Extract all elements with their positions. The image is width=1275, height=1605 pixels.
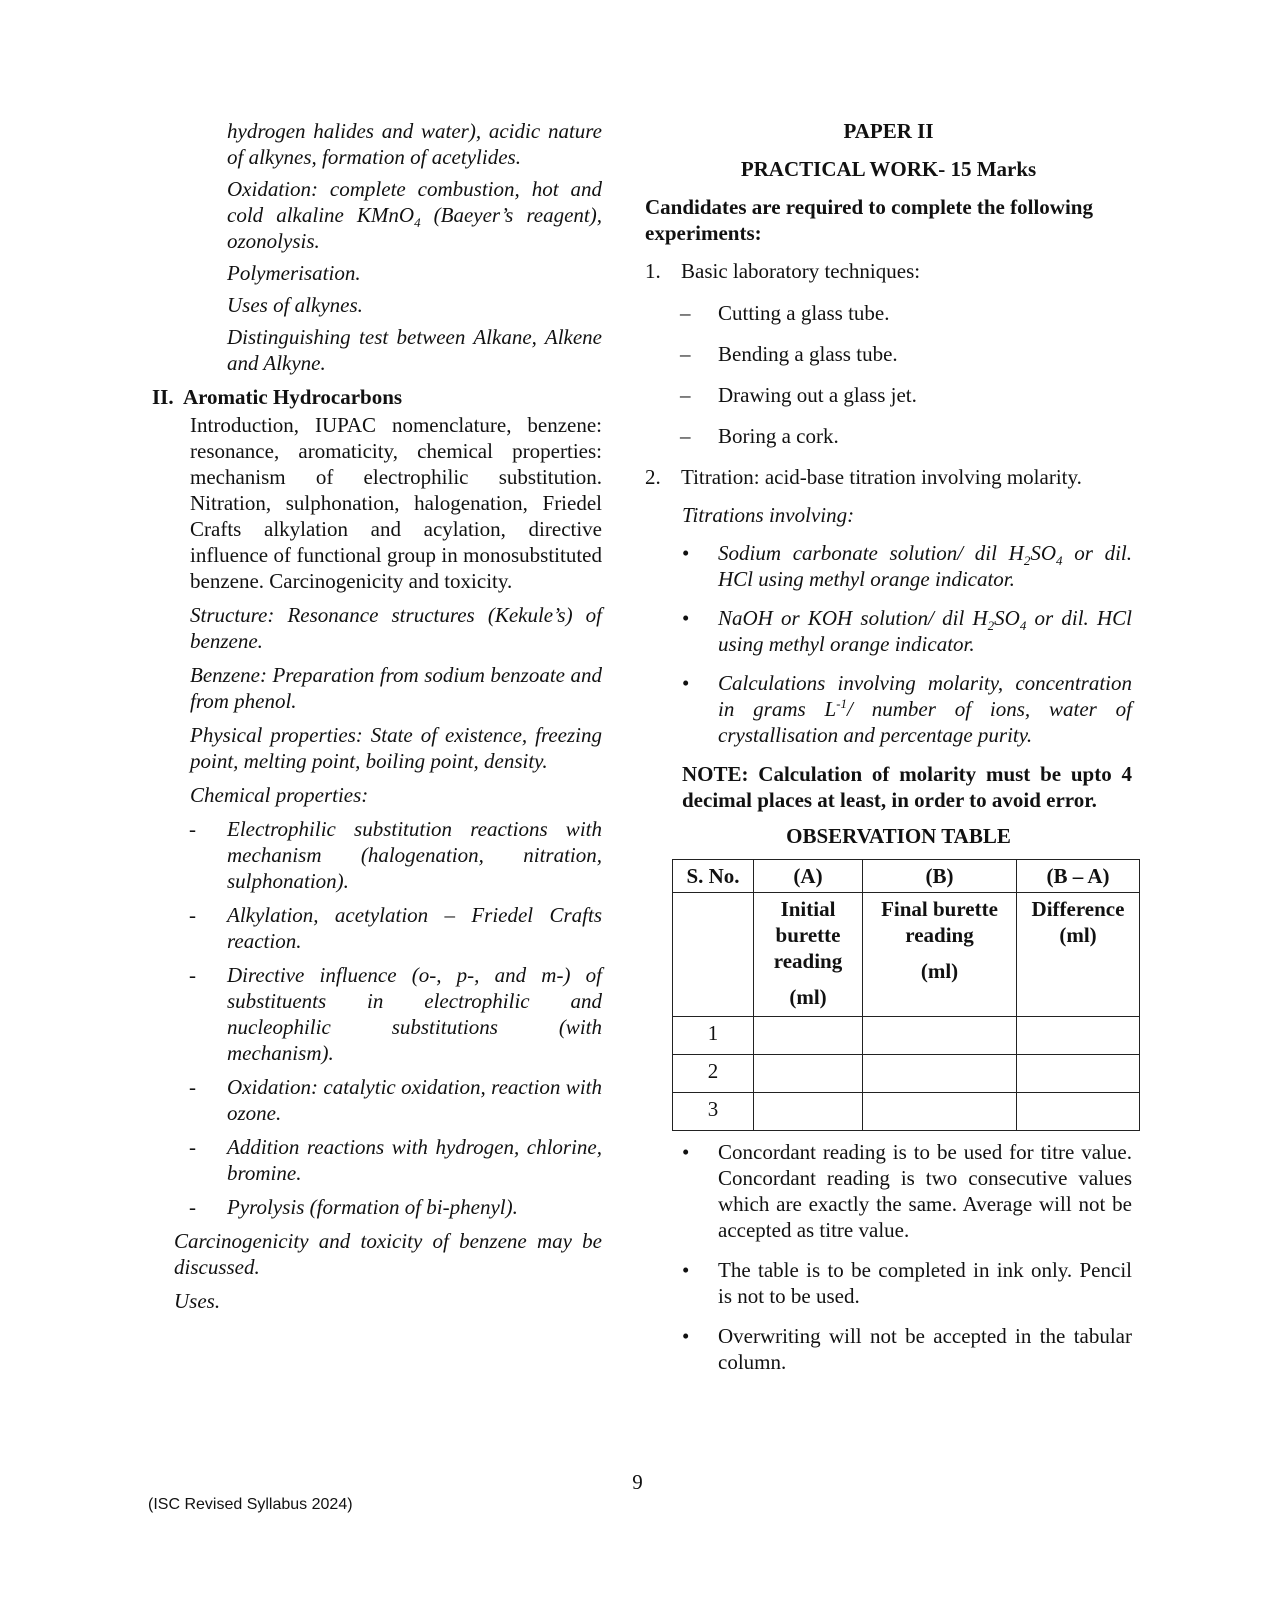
list-item: [189, 962, 602, 1066]
titration-text: NaOH or KOH solution/ dil H: [718, 606, 988, 630]
page-number: 9: [632, 1470, 643, 1494]
paper-heading: PAPER II: [843, 119, 934, 143]
list-item-text: Oxidation: catalytic oxidation, reaction with ozone.: [227, 1075, 602, 1125]
superscript: -1: [836, 696, 848, 711]
titration-text: SO: [994, 606, 1020, 630]
benzene-preparation-text: Benzene: Preparation from sodium benzoate and from phenol.: [190, 663, 602, 713]
bullet-marker: •: [682, 606, 690, 630]
table-cell[interactable]: [754, 1093, 863, 1131]
table-row: [673, 1093, 1140, 1131]
list-item: [682, 1257, 1132, 1309]
list-item: [682, 1139, 1132, 1243]
table-row: [673, 1017, 1140, 1055]
list-item: [682, 1323, 1132, 1375]
list-item-text: Bending a glass tube.: [718, 342, 898, 366]
list-item-text: Boring a cork.: [718, 424, 839, 448]
techniques-list: [645, 300, 1132, 449]
table-cell[interactable]: [754, 1055, 863, 1093]
list-item: [189, 1134, 602, 1186]
polymerisation-text: Polymerisation.: [227, 261, 361, 285]
table-row: [673, 1055, 1140, 1093]
left-column: [152, 118, 602, 1314]
bullet-marker: •: [682, 1324, 690, 1348]
list-item-text: Electrophilic substitution reactions with mechanism (halogenation, nitration, sulphonation).: [227, 817, 602, 893]
titrations-involving-heading: Titrations involving:: [682, 503, 855, 527]
list-item-text: Cutting a glass tube.: [718, 301, 890, 325]
table-cell[interactable]: [1017, 1017, 1140, 1055]
list-item: [680, 300, 1132, 326]
titration-text: Calculations involving molarity, concentration in grams L: [718, 671, 1132, 721]
oxidation-text-end: (Baeyer’s reagent), ozonolysis.: [227, 203, 602, 253]
chemical-properties-heading: Chemical properties:: [190, 783, 369, 807]
dash-marker: -: [189, 903, 196, 927]
dash-marker: -: [189, 963, 196, 987]
structure-text: Structure: Resonance structures (Kekule’s) of benzene.: [190, 603, 602, 653]
subscript: 2: [987, 618, 995, 634]
observation-table-title: OBSERVATION TABLE: [786, 824, 1011, 848]
uses-of-alkynes-text: Uses of alkynes.: [227, 293, 363, 317]
list-item: [682, 540, 1133, 592]
item-number: 2.: [645, 465, 661, 489]
distinguishing-test-text: Distinguishing test between Alkane, Alkene and Alkyne.: [227, 325, 602, 375]
observation-table: [672, 859, 1140, 1131]
table-subheader-cell: [754, 893, 863, 1017]
list-item-text: Overwriting will not be accepted in the tabular column.: [718, 1324, 1132, 1374]
list-item: [680, 382, 1132, 408]
table-cell[interactable]: [1017, 1093, 1140, 1131]
dash-marker: –: [680, 342, 691, 366]
alkynes-reactions-text: hydrogen halides and water), acidic nature of alkynes, formation of acetylides.: [227, 119, 602, 169]
table-header-cell: (A): [754, 860, 863, 893]
section-title: Aromatic Hydrocarbons: [182, 385, 403, 409]
dash-marker: –: [680, 383, 691, 407]
table-cell[interactable]: [754, 1017, 863, 1055]
bullet-marker: •: [682, 1140, 690, 1164]
table-cell[interactable]: [1017, 1055, 1140, 1093]
dash-marker: -: [189, 1195, 196, 1219]
table-cell[interactable]: [863, 1093, 1017, 1131]
subheader-unit: (ml): [789, 985, 827, 1009]
list-item: [680, 341, 1132, 367]
table-notes-list: [645, 1139, 1132, 1375]
subscript: 2: [1023, 553, 1031, 569]
table-cell: [673, 893, 754, 1017]
list-item: [682, 670, 1132, 748]
titration-text: or dil. HCl using methyl orange indicator.: [718, 606, 1132, 656]
table-subheader-row: [673, 893, 1140, 1017]
kmno4-subscript: 4: [414, 215, 421, 231]
table-header-row: [673, 860, 1140, 893]
numbered-item-2: [645, 464, 1132, 490]
subscript: 4: [1019, 618, 1027, 634]
subscript: 4: [1056, 553, 1063, 569]
physical-properties-text: Physical properties: State of existence, freezing point, melting point, boiling point, density.: [190, 723, 602, 773]
dash-marker: -: [189, 817, 196, 841]
list-item: [189, 1194, 602, 1220]
subheader-unit: (ml): [920, 959, 959, 983]
titration-text: Sodium carbonate solution/ dil H: [718, 541, 1024, 565]
oxidation-text: Oxidation: complete combustion, hot and cold alkaline KMnO: [227, 177, 602, 227]
table-subheader-cell: [863, 893, 1017, 1017]
table-cell: 3: [673, 1093, 754, 1131]
bullet-marker: •: [682, 541, 690, 565]
practical-heading: PRACTICAL WORK- 15 Marks: [740, 157, 1037, 181]
list-item-text: Concordant reading is to be used for titre value. Concordant reading is two consecutive values which are exactly the same. Average will not be accepted as titre value.: [718, 1140, 1132, 1242]
numbered-item-1: [645, 258, 1132, 284]
table-header-cell: (B): [863, 860, 1017, 893]
dash-marker: –: [680, 301, 691, 325]
chemical-properties-list: [152, 816, 602, 1220]
titration-text: SO: [1030, 541, 1056, 565]
list-item: [189, 1074, 602, 1126]
titrations-list: [645, 540, 1132, 748]
section-heading-aromatic: [152, 384, 602, 410]
list-item-text: Pyrolysis (formation of bi-phenyl).: [227, 1195, 518, 1219]
subheader-text: Initial burette reading: [773, 897, 843, 973]
list-item-text: Directive influence (o-, p-, and m-) of substituents in electrophilic and nucleophilic substitutions (with mechanism).: [227, 963, 602, 1065]
table-header-cell: (B – A): [1017, 860, 1140, 893]
alkynes-oxidation-text: [227, 176, 602, 254]
note-text: NOTE: Calculation of molarity must be upto 4 decimal places at least, in order to avoid error.: [682, 762, 1132, 812]
aromatic-intro-text: Introduction, IUPAC nomenclature, benzene: resonance, aromaticity, chemical properties: mechanism of electrophilic substitution. Nitration, sulphonation, halogenation, Friedel Crafts alkylation and acylation, directive influence of functional group in monosubstituted benzene. Carcinogenicity and toxicity.: [190, 413, 602, 593]
uses-text: Uses.: [174, 1289, 221, 1313]
right-column: [645, 118, 1132, 1389]
list-item: [682, 605, 1132, 657]
table-cell[interactable]: [863, 1017, 1017, 1055]
table-header-cell: S. No.: [673, 860, 754, 893]
item-number: 1.: [645, 259, 661, 283]
dash-marker: -: [189, 1075, 196, 1099]
table-cell: 1: [673, 1017, 754, 1055]
footer-text: (ISC Revised Syllabus 2024): [148, 1496, 353, 1513]
section-number: II.: [152, 385, 174, 409]
item-text: Titration: acid-base titration involving molarity.: [681, 465, 1082, 489]
titration-text: or dil. HCl using methyl orange indicator.: [718, 541, 1133, 591]
list-item-text: Drawing out a glass jet.: [718, 383, 917, 407]
titration-text: / number of ions, water of crystallisation and percentage purity.: [718, 697, 1132, 747]
subheader-text: Final burette reading: [881, 897, 998, 947]
carcinogenicity-text: Carcinogenicity and toxicity of benzene may be discussed.: [174, 1229, 602, 1279]
list-item-text: The table is to be completed in ink only. Pencil is not to be used.: [718, 1258, 1132, 1308]
list-item-text: Addition reactions with hydrogen, chlorine, bromine.: [227, 1135, 602, 1185]
table-cell[interactable]: [863, 1055, 1017, 1093]
list-item: [680, 423, 1132, 449]
table-subheader-cell: Difference (ml): [1017, 893, 1140, 1017]
list-item: [189, 816, 602, 894]
bullet-marker: •: [682, 671, 690, 695]
candidates-instruction: Candidates are required to complete the following experiments:: [645, 195, 1093, 245]
list-item: [189, 902, 602, 954]
dash-marker: –: [680, 424, 691, 448]
table-cell: 2: [673, 1055, 754, 1093]
item-text: Basic laboratory techniques:: [681, 259, 921, 283]
list-item-text: Alkylation, acetylation – Friedel Crafts reaction.: [227, 903, 602, 953]
bullet-marker: •: [682, 1258, 690, 1282]
dash-marker: -: [189, 1135, 196, 1159]
